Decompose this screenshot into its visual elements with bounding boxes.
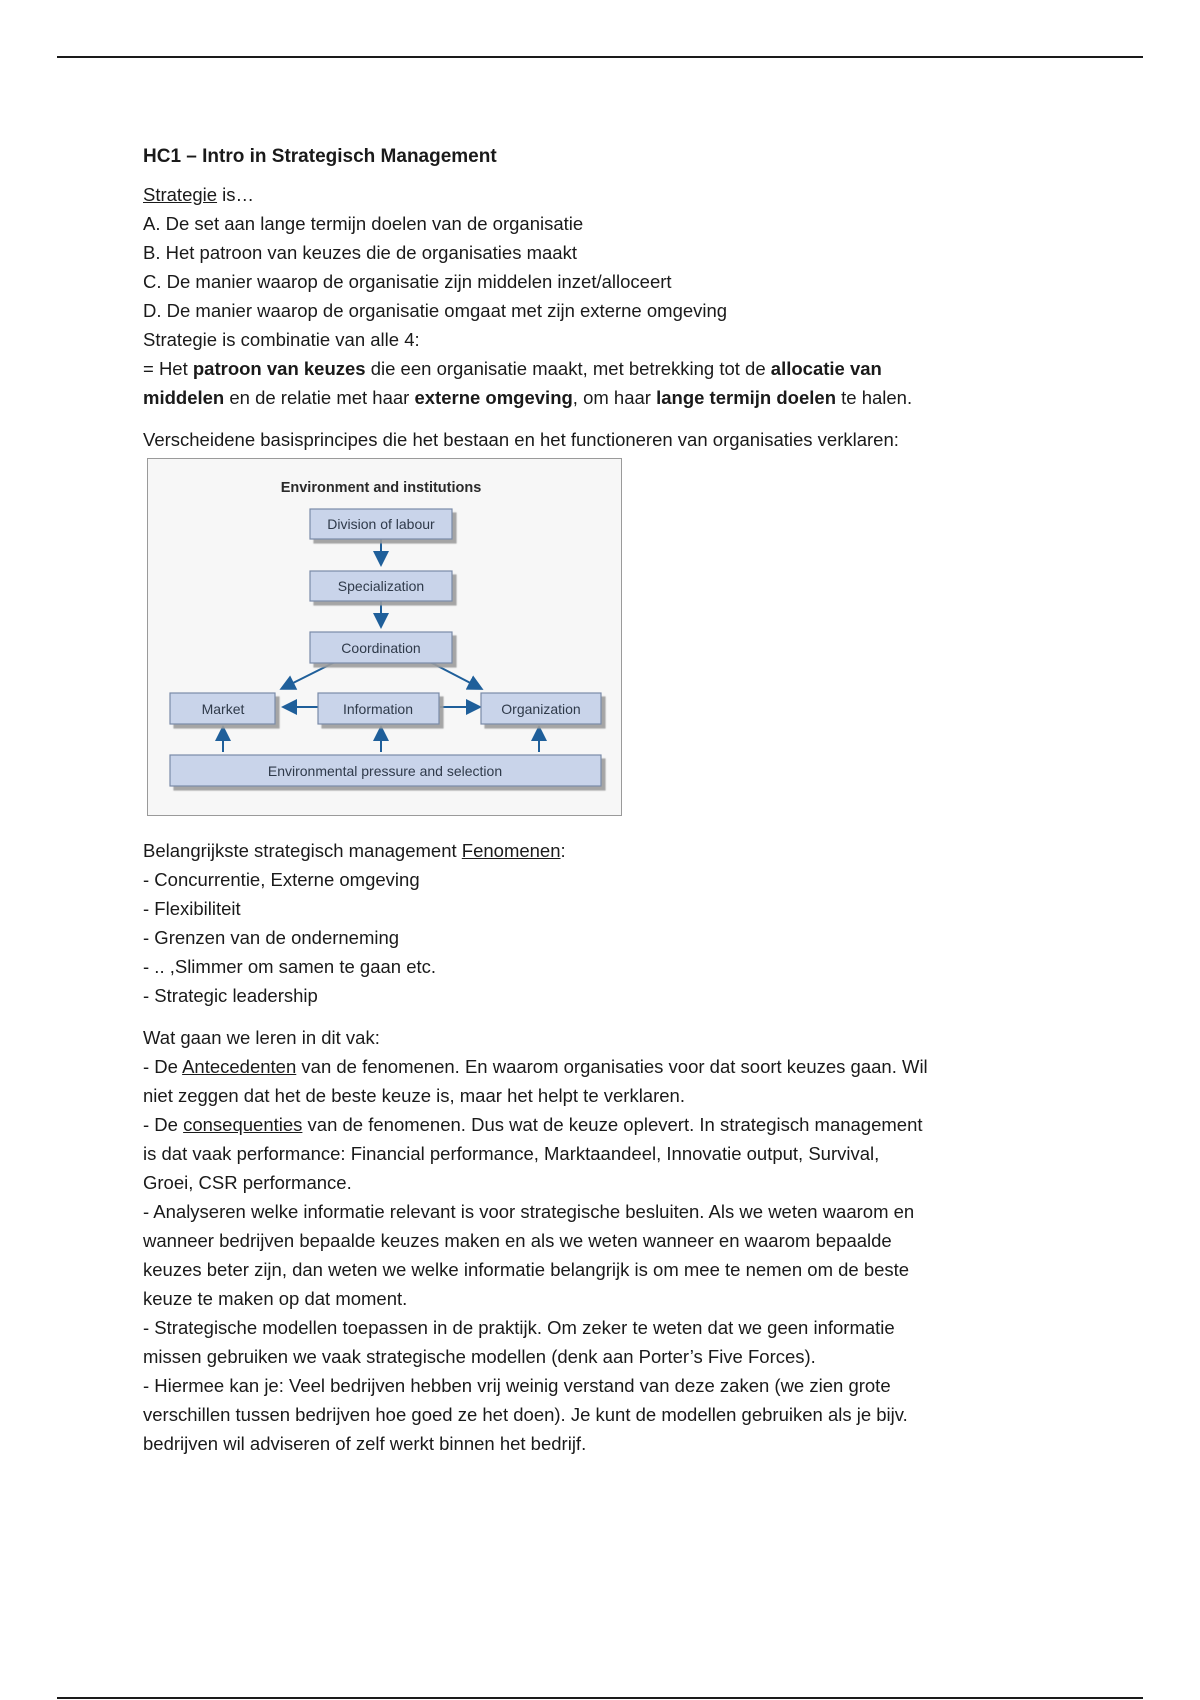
- strategy-option-b: B. Het patroon van keuzes die de organisaties maakt: [143, 242, 577, 263]
- analysis-line: keuze te maken op dat moment.: [143, 1288, 408, 1309]
- models-line: - Strategische modellen toepassen in de praktijk. Om zeker te weten dat we geen informatie: [143, 1317, 895, 1338]
- svg-text:Division of labour: Division of labour: [327, 516, 435, 532]
- consequences-line-2: is dat vaak performance: Financial performance, Marktaandeel, Innovatie output, Survival,: [143, 1143, 880, 1164]
- svg-text:Environmental pressure and sel: Environmental pressure and selection: [267, 763, 503, 779]
- box-environmental-pressure: [170, 755, 601, 786]
- svg-text:Organization: Organization: [501, 701, 581, 717]
- phenomena-term: Fenomenen: [461, 840, 561, 861]
- consequences-term: consequenties: [183, 1114, 303, 1135]
- models-line: missen gebruiken we vaak strategische modellen (denk aan Porter’s Five Forces).: [143, 1346, 816, 1367]
- svg-text:Coordination: Coordination: [341, 640, 421, 656]
- benefit-line: verschillen tussen bedrijven hoe goed ze het doen). Je kunt de modellen gebruiken als je bijv.: [143, 1404, 908, 1425]
- header-rule: [57, 56, 1143, 58]
- phenomena-item: - Concurrentie, Externe omgeving: [143, 869, 420, 890]
- consequences-line-3: Groei, CSR performance.: [143, 1172, 352, 1193]
- phenomena-item: - Flexibiliteit: [143, 898, 241, 919]
- strategy-option-d: D. De manier waarop de organisatie omgaat met zijn externe omgeving: [143, 300, 728, 321]
- organization-principles-diagram: [147, 458, 622, 816]
- phenomena-heading: Belangrijkste strategisch management Fenomenen:: [143, 840, 566, 861]
- document-body: [143, 143, 1043, 1458]
- box-market: [170, 693, 275, 724]
- diagram-title: Environment and institutions: [280, 480, 482, 496]
- box-division-of-labour: [310, 509, 452, 539]
- strategy-intro: Strategie is…: [143, 184, 255, 205]
- learning-heading: Wat gaan we leren in dit vak:: [143, 1027, 380, 1048]
- strategy-option-a: A. De set aan lange termijn doelen van de organisatie: [143, 213, 584, 234]
- phenomena-item: - .. ,Slimmer om samen te gaan etc.: [143, 956, 437, 977]
- antecedents-line-2: niet zeggen dat het de beste keuze is, maar het helpt te verklaren.: [143, 1085, 685, 1106]
- analysis-line: keuzes beter zijn, dan weten we welke informatie belangrijk is om mee te nemen om de beste: [143, 1259, 910, 1280]
- definition-line-2: middelen en de relatie met haar externe omgeving, om haar lange termijn doelen te halen.: [143, 387, 913, 408]
- box-coordination: [310, 632, 452, 663]
- diagram-svg: [148, 459, 621, 815]
- definition-line-1: = Het patroon van keuzes die een organisatie maakt, met betrekking tot de allocatie van: [143, 358, 882, 379]
- page-title: HC1 – Intro in Strategisch Management: [143, 146, 497, 167]
- analysis-line: - Analyseren welke informatie relevant is voor strategische besluiten. Als we weten waarom en: [143, 1201, 915, 1222]
- antecedents-term: Antecedenten: [182, 1056, 297, 1077]
- svg-text:Information: Information: [342, 701, 414, 717]
- strategy-term: Strategie: [143, 184, 218, 205]
- strategy-option-c: C. De manier waarop de organisatie zijn middelen inzet/alloceert: [143, 271, 672, 292]
- box-information: [318, 693, 439, 724]
- phenomena-item: - Strategic leadership: [143, 985, 318, 1006]
- benefit-line: - Hiermee kan je: Veel bedrijven hebben vrij weinig verstand van deze zaken (we zien grote: [143, 1375, 891, 1396]
- principles-intro: Verscheidene basisprincipes die het bestaan en het functioneren van organisaties verklaren:: [143, 429, 899, 450]
- svg-text:Market: Market: [201, 701, 245, 717]
- analysis-line: wanneer bedrijven bepaalde keuzes maken en als we weten wanneer en waarom bepaalde: [143, 1230, 892, 1251]
- benefit-line: bedrijven wil adviseren of zelf werkt binnen het bedrijf.: [143, 1433, 587, 1454]
- phenomena-item: - Grenzen van de onderneming: [143, 927, 400, 948]
- combination-label: Strategie is combinatie van alle 4:: [143, 329, 420, 350]
- svg-text:Specialization: Specialization: [337, 578, 425, 594]
- consequences-line-1: - De consequenties van de fenomenen. Dus wat de keuze oplevert. In strategisch management: [143, 1114, 923, 1135]
- box-specialization: [310, 571, 452, 601]
- footer-rule: [57, 1697, 1143, 1699]
- antecedents-line-1: - De Antecedenten van de fenomenen. En waarom organisaties voor dat soort keuzes gaan. Wil: [143, 1056, 928, 1077]
- box-organization: [481, 693, 601, 724]
